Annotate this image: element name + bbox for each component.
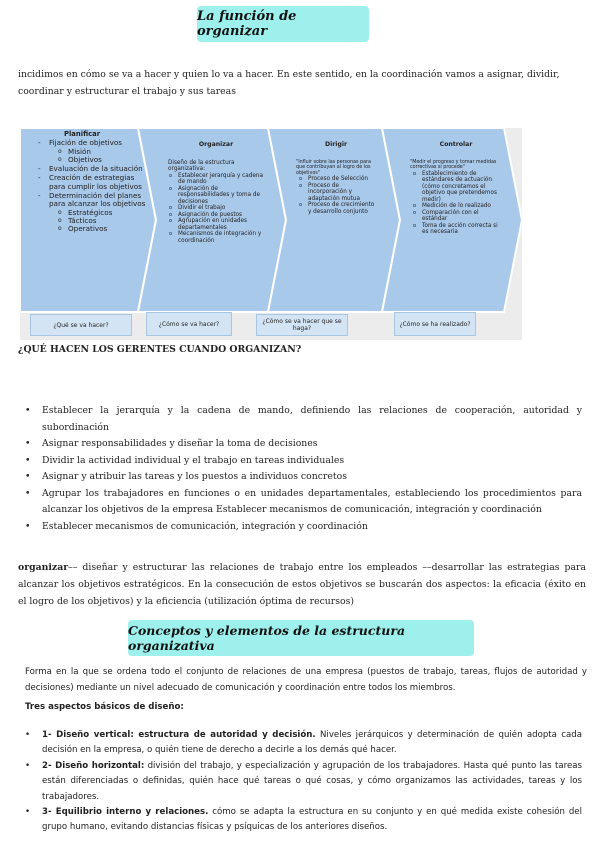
list-item: • Asignar y atribuir las tareas y los puestos a individuos concretos bbox=[22, 469, 582, 486]
list-item: - Evaluación de la situación bbox=[38, 165, 146, 173]
aspect-label: 3- Equilibrio interno y relaciones. bbox=[42, 807, 209, 818]
column-title: Planificar bbox=[64, 130, 101, 138]
list-item: o Establecimiento de estándares de actuación (cómo concretamos el objetivo que pretendemos medir) bbox=[410, 171, 502, 204]
column-dirigir bbox=[296, 142, 376, 215]
list-item: o Estratégicos bbox=[38, 209, 146, 217]
list-item: o Dividir el trabajo bbox=[166, 205, 266, 212]
list-item: - Fijación de objetivos bbox=[38, 139, 146, 147]
list-item: o Toma de acción correcta si es necesaria bbox=[410, 223, 502, 236]
aspect-label: 1- Diseño vertical: estructura de autoridad y decisión. bbox=[42, 730, 316, 740]
question-box-dirigir: ¿Cómo se va hacer que se haga? bbox=[256, 314, 348, 336]
column-planificar bbox=[38, 130, 146, 234]
list-item: o Asignación de responsabilidades y toma de decisiones bbox=[166, 186, 266, 206]
list-item: o Proceso de crecimiento y desarrollo conjunto bbox=[296, 202, 376, 215]
list-item: o Misión bbox=[38, 148, 146, 156]
question-box-organizar: ¿Cómo se va hacer? bbox=[146, 312, 232, 336]
list-item: o Proceso de incorporación y adaptación mutua bbox=[296, 183, 376, 203]
page-title-banner bbox=[197, 6, 369, 42]
page-title: La función de organizar bbox=[197, 9, 297, 39]
list-item bbox=[22, 728, 582, 759]
list-item: o Mecanismos de integración y coordinación bbox=[166, 231, 266, 244]
column-title: Organizar bbox=[198, 141, 234, 148]
column-title: Controlar bbox=[439, 141, 473, 148]
list-item bbox=[22, 805, 582, 836]
column-organizar bbox=[166, 142, 266, 244]
intro-paragraph: incidimos en cómo se va a hacer y quien lo va a hacer. En este sentido, en la coordinación vamos a asignar, dividir, coordinar y estructurar el trabajo y sus tareas bbox=[18, 69, 560, 97]
list-item: o Objetivos bbox=[38, 156, 146, 164]
section-title: Conceptos y elementos de la estructura organizativa bbox=[128, 623, 406, 653]
aspects-heading: Tres aspectos básicos de diseño: bbox=[25, 702, 184, 712]
definition-paragraph bbox=[18, 559, 586, 610]
managers-list bbox=[22, 403, 582, 535]
concept-paragraph: Forma en la que se ordena todo el conjunto de relaciones de una empresa (puestos de trabajo, tareas, flujos de autoridad y decisiones) mediante un nivel adecuado de comunicación y coordinación entre todos los miembros. bbox=[25, 667, 587, 693]
list-item: o Proceso de Selección bbox=[296, 176, 376, 183]
list-item: o Agrupación en unidades departamentales bbox=[166, 218, 266, 231]
list-item: • Establecer la jerarquía y la cadena de mando, definiendo las relaciones de cooperación, autoridad y subordinación bbox=[22, 403, 582, 436]
list-item: o Establecer jerarquía y cadena de mando bbox=[166, 173, 266, 186]
definition-text: –– diseñar y estructurar las relaciones de trabajo entre los empleados ––desarrollar las estrategias para alcanzar los objetivos estratégicos. En la consecución de estos objetivos se buscarán dos aspectos: la eficacia (éxito en el logro de los objetivos) y la eficiencia (utilización óptima de recursos) bbox=[18, 562, 586, 607]
list-item: - Creación de estrategias para cumplir los objetivos bbox=[38, 174, 146, 191]
aspect-text: Niveles jerárquicos y determinación de quién adopta cada decisión en la empresa, o quién tiene de derecho a decirle a los demás qué hacer. bbox=[42, 730, 582, 756]
column-intro: "Medir el progreso y tomar medidas correctivas si procede" bbox=[410, 159, 497, 171]
list-item: • Agrupar los trabajadores en funciones o en unidades departamentales, estableciendo los procedimientos para alcanzar los objetivos de la empresa Establecer mecanismos de comunicación, integración y coordinación bbox=[22, 486, 582, 519]
list-item: o Comparación con el estándar bbox=[410, 210, 502, 223]
list-item: o Operativos bbox=[38, 225, 146, 233]
management-process-diagram bbox=[20, 128, 522, 340]
definition-term: organizar bbox=[18, 562, 69, 573]
column-intro: Diseño de la estructura organizativa: bbox=[168, 159, 235, 172]
column-controlar bbox=[410, 142, 502, 236]
list-item: o Medición de lo realizado bbox=[410, 203, 502, 210]
column-title: Dirigir bbox=[324, 141, 348, 148]
column-intro: "Influir sobre las personas para que contribuyan al logro de los objetivos" bbox=[296, 159, 371, 176]
aspects-list bbox=[22, 728, 582, 836]
aspect-label: 2- Diseño horizontal: bbox=[42, 760, 145, 771]
list-item: • Establecer mecanismos de comunicación, integración y coordinación bbox=[22, 519, 582, 536]
list-item: o Asignación de puestos bbox=[166, 212, 266, 219]
question-box-controlar: ¿Cómo se ha realizado? bbox=[394, 312, 476, 336]
list-item: • Asignar responsabilidades y diseñar la toma de decisiones bbox=[22, 436, 582, 453]
list-item: • Dividir la actividad individual y el trabajo en tareas individuales bbox=[22, 453, 582, 470]
list-item bbox=[22, 759, 582, 805]
section-heading: ¿QUÉ HACEN LOS GERENTES CUANDO ORGANIZAN? bbox=[18, 344, 302, 355]
aspect-text: cómo se adapta la estructura en su conjunto y en qué medida existe cohesión del grupo humano, evitando distancias físicas y psíquicas de los anteriores diseños. bbox=[42, 807, 582, 833]
aspect-text: división del trabajo, y especialización y agrupación de los trabajadores. Hasta qué punto las tareas están diferenciadas o definidas, quién hace qué tareas o qué cosas, y cómo organizamos las actividades, tareas y los trabajadores. bbox=[42, 760, 582, 802]
list-item: o Tácticos bbox=[38, 217, 146, 225]
section-title-banner bbox=[128, 620, 474, 656]
list-item: - Determinación del planes para alcanzar los objetivos bbox=[38, 192, 146, 209]
question-box-planificar: ¿Qué se va hacer? bbox=[30, 314, 132, 336]
